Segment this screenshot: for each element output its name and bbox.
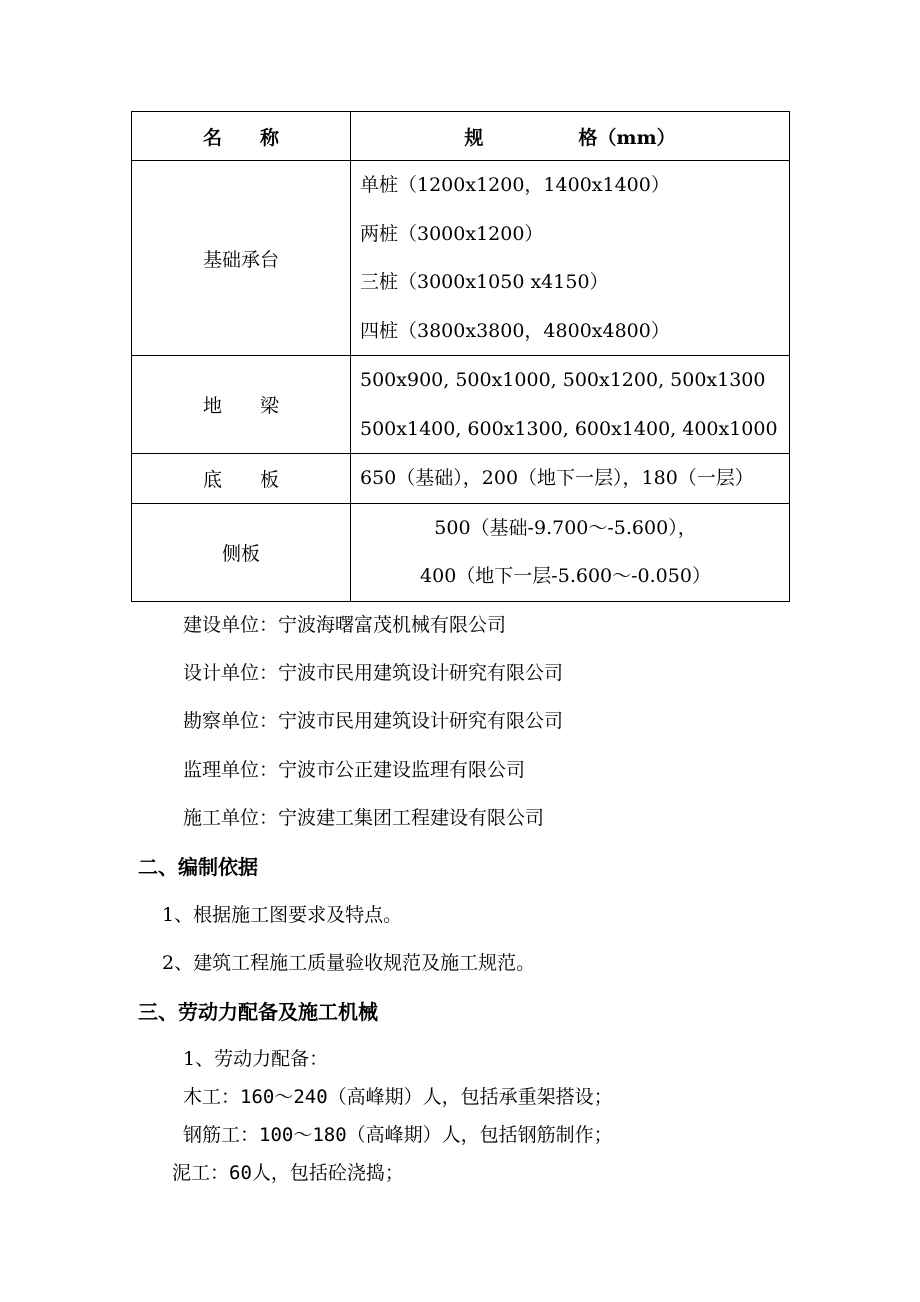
spec-line: 四桩（3800x3800，4800x4800） xyxy=(360,319,670,342)
list-item: 2、建筑工程施工质量验收规范及施工规范。 xyxy=(162,952,536,974)
unit-line: 设计单位：宁波市民用建筑设计研究有限公司 xyxy=(183,662,564,684)
header-name: 名 称 xyxy=(132,112,351,161)
spec-line: 500（基础-9.700～-5.600）， xyxy=(434,516,697,539)
section-heading: 三、劳动力配备及施工机械 xyxy=(138,1000,378,1024)
sub-heading: 1、劳动力配备： xyxy=(183,1048,329,1070)
labor-line: 钢筋工：100～180（高峰期）人，包括钢筋制作； xyxy=(183,1124,613,1146)
row-name: 侧板 xyxy=(132,503,351,601)
spec-line: 500x1400, 600x1300, 600x1400, 400x1000 xyxy=(360,417,778,440)
row-spec xyxy=(351,356,790,454)
labor-line: 木工：160～240（高峰期）人，包括承重架搭设； xyxy=(183,1086,613,1108)
row-name: 地 梁 xyxy=(132,356,351,454)
row-spec xyxy=(351,503,790,601)
labor-line: 泥工：60人，包括砼浇捣； xyxy=(172,1162,404,1184)
row-spec xyxy=(351,454,790,504)
list-item: 1、根据施工图要求及特点。 xyxy=(162,904,403,926)
spec-line: 三桩（3000x1050 x4150） xyxy=(360,271,609,293)
row-spec xyxy=(351,161,790,356)
section-heading: 二、编制依据 xyxy=(138,855,258,879)
spec-table xyxy=(131,111,790,602)
unit-line: 勘察单位：宁波市民用建筑设计研究有限公司 xyxy=(183,710,564,732)
row-name: 基础承台 xyxy=(132,161,351,356)
table-row xyxy=(132,454,790,504)
row-name: 底 板 xyxy=(132,454,351,504)
unit-line: 施工单位：宁波建工集团工程建设有限公司 xyxy=(183,807,545,829)
table-row xyxy=(132,161,790,356)
spec-line: 500x900, 500x1000, 500x1200, 500x1300 xyxy=(360,369,766,391)
unit-line: 建设单位：宁波海曙富茂机械有限公司 xyxy=(183,614,507,636)
table-header-row xyxy=(132,112,790,161)
table-row xyxy=(132,356,790,454)
table-row xyxy=(132,503,790,601)
spec-line: 单桩（1200x1200，1400x1400） xyxy=(360,174,670,196)
spec-line: 400（地下一层-5.600～-0.050） xyxy=(420,565,711,587)
spec-line: 两桩（3000x1200） xyxy=(360,222,544,245)
unit-line: 监理单位：宁波市公正建设监理有限公司 xyxy=(183,759,526,781)
header-spec: 规 格（mm） xyxy=(351,112,790,161)
spec-line: 650（基础），200（地下一层），180（一层） xyxy=(360,467,754,489)
